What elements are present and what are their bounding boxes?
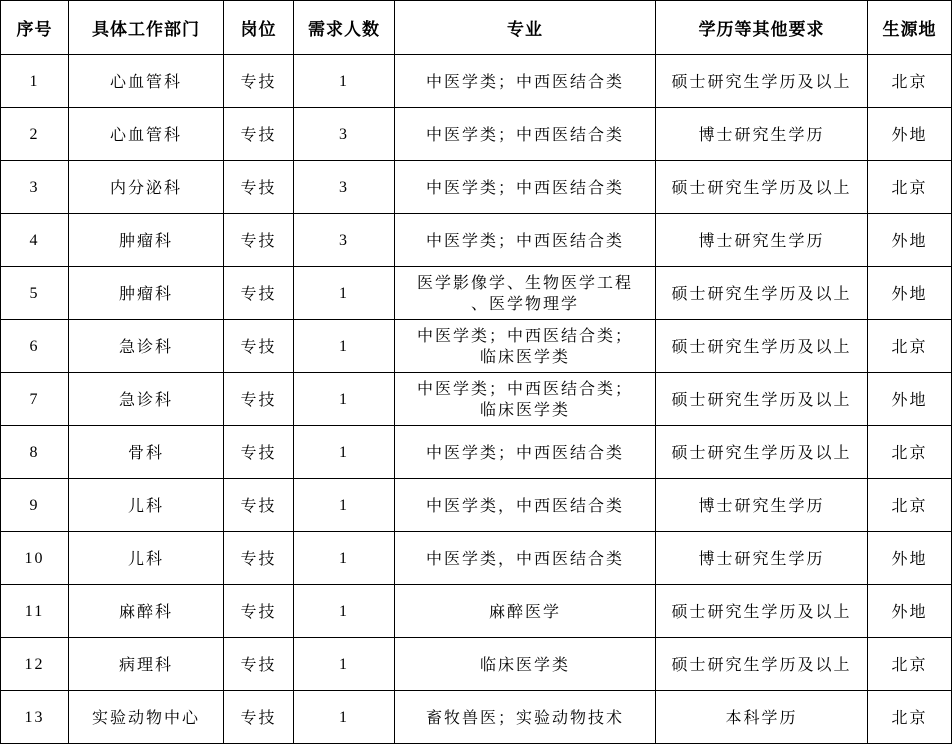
cell-department: 骨科 <box>69 426 224 479</box>
cell-education: 博士研究生学历 <box>656 214 868 267</box>
cell-major: 中医学类；中西医结合类 <box>395 108 656 161</box>
table-row <box>1 108 952 161</box>
cell-headcount: 1 <box>294 267 395 320</box>
cell-origin: 北京 <box>868 638 952 691</box>
table-row <box>1 373 952 426</box>
cell-education: 本科学历 <box>656 691 868 744</box>
cell-education: 硕士研究生学历及以上 <box>656 161 868 214</box>
cell-post: 专技 <box>224 638 294 691</box>
table-row <box>1 585 952 638</box>
cell-headcount: 1 <box>294 479 395 532</box>
cell-education: 硕士研究生学历及以上 <box>656 638 868 691</box>
cell-post: 专技 <box>224 479 294 532</box>
cell-education: 硕士研究生学历及以上 <box>656 585 868 638</box>
cell-post: 专技 <box>224 426 294 479</box>
cell-post: 专技 <box>224 267 294 320</box>
cell-post: 专技 <box>224 691 294 744</box>
table-row <box>1 161 952 214</box>
cell-origin: 外地 <box>868 267 952 320</box>
cell-index: 7 <box>1 373 69 426</box>
cell-post: 专技 <box>224 55 294 108</box>
table-row <box>1 320 952 373</box>
cell-post: 专技 <box>224 214 294 267</box>
cell-index: 4 <box>1 214 69 267</box>
cell-education: 博士研究生学历 <box>656 479 868 532</box>
cell-major: 中医学类，中西医结合类 <box>395 532 656 585</box>
cell-headcount: 3 <box>294 108 395 161</box>
cell-major: 中医学类，中西医结合类 <box>395 479 656 532</box>
cell-post: 专技 <box>224 373 294 426</box>
cell-headcount: 1 <box>294 55 395 108</box>
cell-origin: 外地 <box>868 585 952 638</box>
cell-index: 10 <box>1 532 69 585</box>
table-row <box>1 55 952 108</box>
cell-education: 硕士研究生学历及以上 <box>656 373 868 426</box>
cell-index: 11 <box>1 585 69 638</box>
cell-post: 专技 <box>224 320 294 373</box>
cell-index: 8 <box>1 426 69 479</box>
cell-index: 6 <box>1 320 69 373</box>
cell-headcount: 1 <box>294 373 395 426</box>
cell-major: 中医学类；中西医结合类； 临床医学类 <box>395 320 656 373</box>
cell-education: 硕士研究生学历及以上 <box>656 320 868 373</box>
cell-headcount: 3 <box>294 161 395 214</box>
cell-education: 硕士研究生学历及以上 <box>656 267 868 320</box>
table-row <box>1 638 952 691</box>
cell-education: 博士研究生学历 <box>656 532 868 585</box>
header-department: 具体工作部门 <box>69 1 224 55</box>
cell-headcount: 1 <box>294 691 395 744</box>
cell-education: 博士研究生学历 <box>656 108 868 161</box>
cell-origin: 北京 <box>868 479 952 532</box>
header-origin: 生源地 <box>868 1 952 55</box>
cell-education: 硕士研究生学历及以上 <box>656 55 868 108</box>
cell-index: 12 <box>1 638 69 691</box>
cell-major: 中医学类；中西医结合类 <box>395 214 656 267</box>
cell-index: 5 <box>1 267 69 320</box>
header-major: 专业 <box>395 1 656 55</box>
cell-index: 9 <box>1 479 69 532</box>
cell-department: 心血管科 <box>69 108 224 161</box>
table-row <box>1 426 952 479</box>
cell-major: 医学影像学、生物医学工程 、医学物理学 <box>395 267 656 320</box>
cell-department: 内分泌科 <box>69 161 224 214</box>
cell-major: 临床医学类 <box>395 638 656 691</box>
cell-department: 肿瘤科 <box>69 214 224 267</box>
cell-origin: 北京 <box>868 426 952 479</box>
cell-department: 急诊科 <box>69 373 224 426</box>
cell-major: 中医学类；中西医结合类； 临床医学类 <box>395 373 656 426</box>
cell-department: 心血管科 <box>69 55 224 108</box>
cell-post: 专技 <box>224 532 294 585</box>
cell-index: 2 <box>1 108 69 161</box>
table-row <box>1 691 952 744</box>
header-row <box>1 1 952 55</box>
cell-origin: 北京 <box>868 55 952 108</box>
cell-headcount: 1 <box>294 426 395 479</box>
table-row <box>1 267 952 320</box>
header-index: 序号 <box>1 1 69 55</box>
cell-post: 专技 <box>224 108 294 161</box>
table-row <box>1 214 952 267</box>
table-row <box>1 479 952 532</box>
cell-department: 儿科 <box>69 532 224 585</box>
table-row <box>1 532 952 585</box>
header-post: 岗位 <box>224 1 294 55</box>
cell-origin: 北京 <box>868 161 952 214</box>
cell-headcount: 1 <box>294 585 395 638</box>
cell-department: 急诊科 <box>69 320 224 373</box>
cell-department: 实验动物中心 <box>69 691 224 744</box>
cell-post: 专技 <box>224 585 294 638</box>
header-headcount: 需求人数 <box>294 1 395 55</box>
cell-major: 中医学类；中西医结合类 <box>395 426 656 479</box>
cell-education: 硕士研究生学历及以上 <box>656 426 868 479</box>
cell-major: 畜牧兽医；实验动物技术 <box>395 691 656 744</box>
cell-origin: 外地 <box>868 373 952 426</box>
cell-origin: 外地 <box>868 108 952 161</box>
cell-major: 麻醉医学 <box>395 585 656 638</box>
cell-department: 麻醉科 <box>69 585 224 638</box>
cell-department: 肿瘤科 <box>69 267 224 320</box>
cell-headcount: 1 <box>294 532 395 585</box>
cell-index: 1 <box>1 55 69 108</box>
cell-headcount: 3 <box>294 214 395 267</box>
cell-headcount: 1 <box>294 638 395 691</box>
cell-department: 儿科 <box>69 479 224 532</box>
cell-major: 中医学类；中西医结合类 <box>395 161 656 214</box>
cell-department: 病理科 <box>69 638 224 691</box>
header-education: 学历等其他要求 <box>656 1 868 55</box>
cell-origin: 北京 <box>868 320 952 373</box>
cell-headcount: 1 <box>294 320 395 373</box>
cell-origin: 外地 <box>868 214 952 267</box>
cell-index: 13 <box>1 691 69 744</box>
cell-post: 专技 <box>224 161 294 214</box>
cell-origin: 外地 <box>868 532 952 585</box>
cell-origin: 北京 <box>868 691 952 744</box>
cell-major: 中医学类；中西医结合类 <box>395 55 656 108</box>
cell-index: 3 <box>1 161 69 214</box>
